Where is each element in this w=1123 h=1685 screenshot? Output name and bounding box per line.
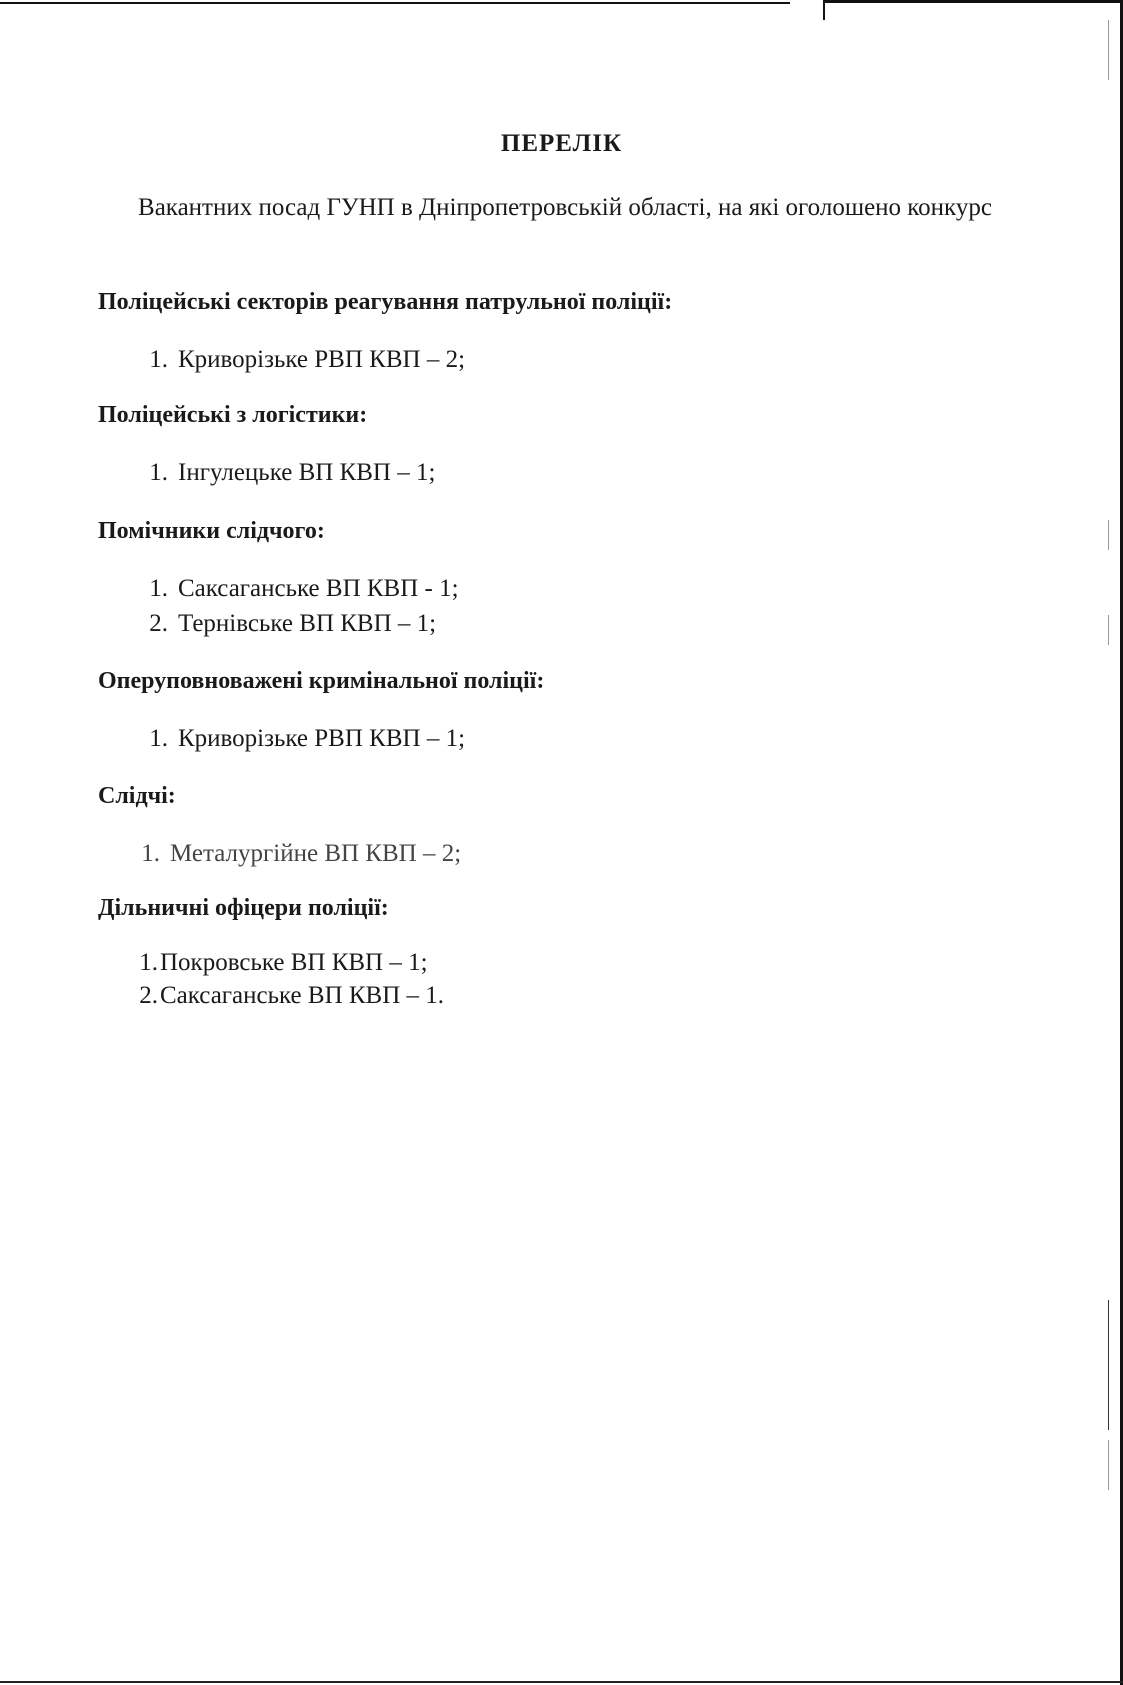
section-investigator-assistants [98,516,1038,641]
section-heading: Поліцейські секторів реагування патрульної поліції: [98,289,673,315]
list-item-number: 1. [149,725,168,752]
list-item-number: 1. [149,346,168,373]
section-heading: Слідчі: [98,783,176,809]
scan-speck [1108,1300,1109,1430]
page-subtitle: Вакантних посад ГУНП в Дніпропетровській області, на які оголошено конкурс [138,194,992,221]
scan-border-corner-tick [823,0,825,20]
scan-border-top [0,2,790,4]
list-item-text: Саксаганське ВП КВП - 1; [178,575,459,602]
list-item-text: Тернівське ВП КВП – 1; [178,610,437,637]
list-item-text: Покровське ВП КВП – 1; [160,949,428,976]
section-heading: Оперуповноважені кримінальної поліції: [98,668,545,694]
list-item-text: Саксаганське ВП КВП – 1. [160,982,445,1009]
section-investigators [98,781,1038,871]
list-item [134,571,1038,606]
list-item-number: 1. [139,949,158,976]
list-item-text: Металургійне ВП КВП – 2; [170,840,462,867]
section-list [134,721,1038,756]
list-item-number: 2. [149,610,168,637]
list-item-number: 1. [141,840,160,867]
scan-speck [1108,520,1109,550]
section-list [124,946,1038,1012]
section-list [134,571,1038,641]
list-item-text: Криворізьке РВП КВП – 2; [178,346,466,373]
list-item-number: 1. [149,459,168,486]
list-item-number: 2. [139,982,158,1009]
list-item-text: Інгулецьке ВП КВП – 1; [178,459,436,486]
list-item-text: Криворізьке РВП КВП – 1; [178,725,466,752]
list-item [134,455,1038,490]
scan-border-corner [823,0,1123,3]
section-heading: Поліцейські з логістики: [98,402,368,428]
section-heading: Помічники слідчого: [98,518,325,544]
list-item [124,979,1038,1012]
page-title: ПЕРЕЛІК [500,130,623,157]
list-item-number: 1. [149,575,168,602]
section-district-officers [98,893,1038,1012]
list-item [134,721,1038,756]
list-item [134,606,1038,641]
list-item [124,946,1038,979]
section-list [134,455,1038,490]
section-heading: Дільничні офіцери поліції: [98,895,389,921]
scan-border-bottom [0,1681,1123,1683]
section-patrol [98,287,1038,377]
scan-speck [1108,615,1109,645]
list-item [126,836,1038,871]
section-criminal-police [98,666,1038,756]
scan-speck [1108,20,1109,80]
section-list [126,836,1038,871]
section-logistics [98,400,1038,490]
section-list [134,342,1038,377]
list-item [134,342,1038,377]
scan-speck [1108,1440,1109,1490]
